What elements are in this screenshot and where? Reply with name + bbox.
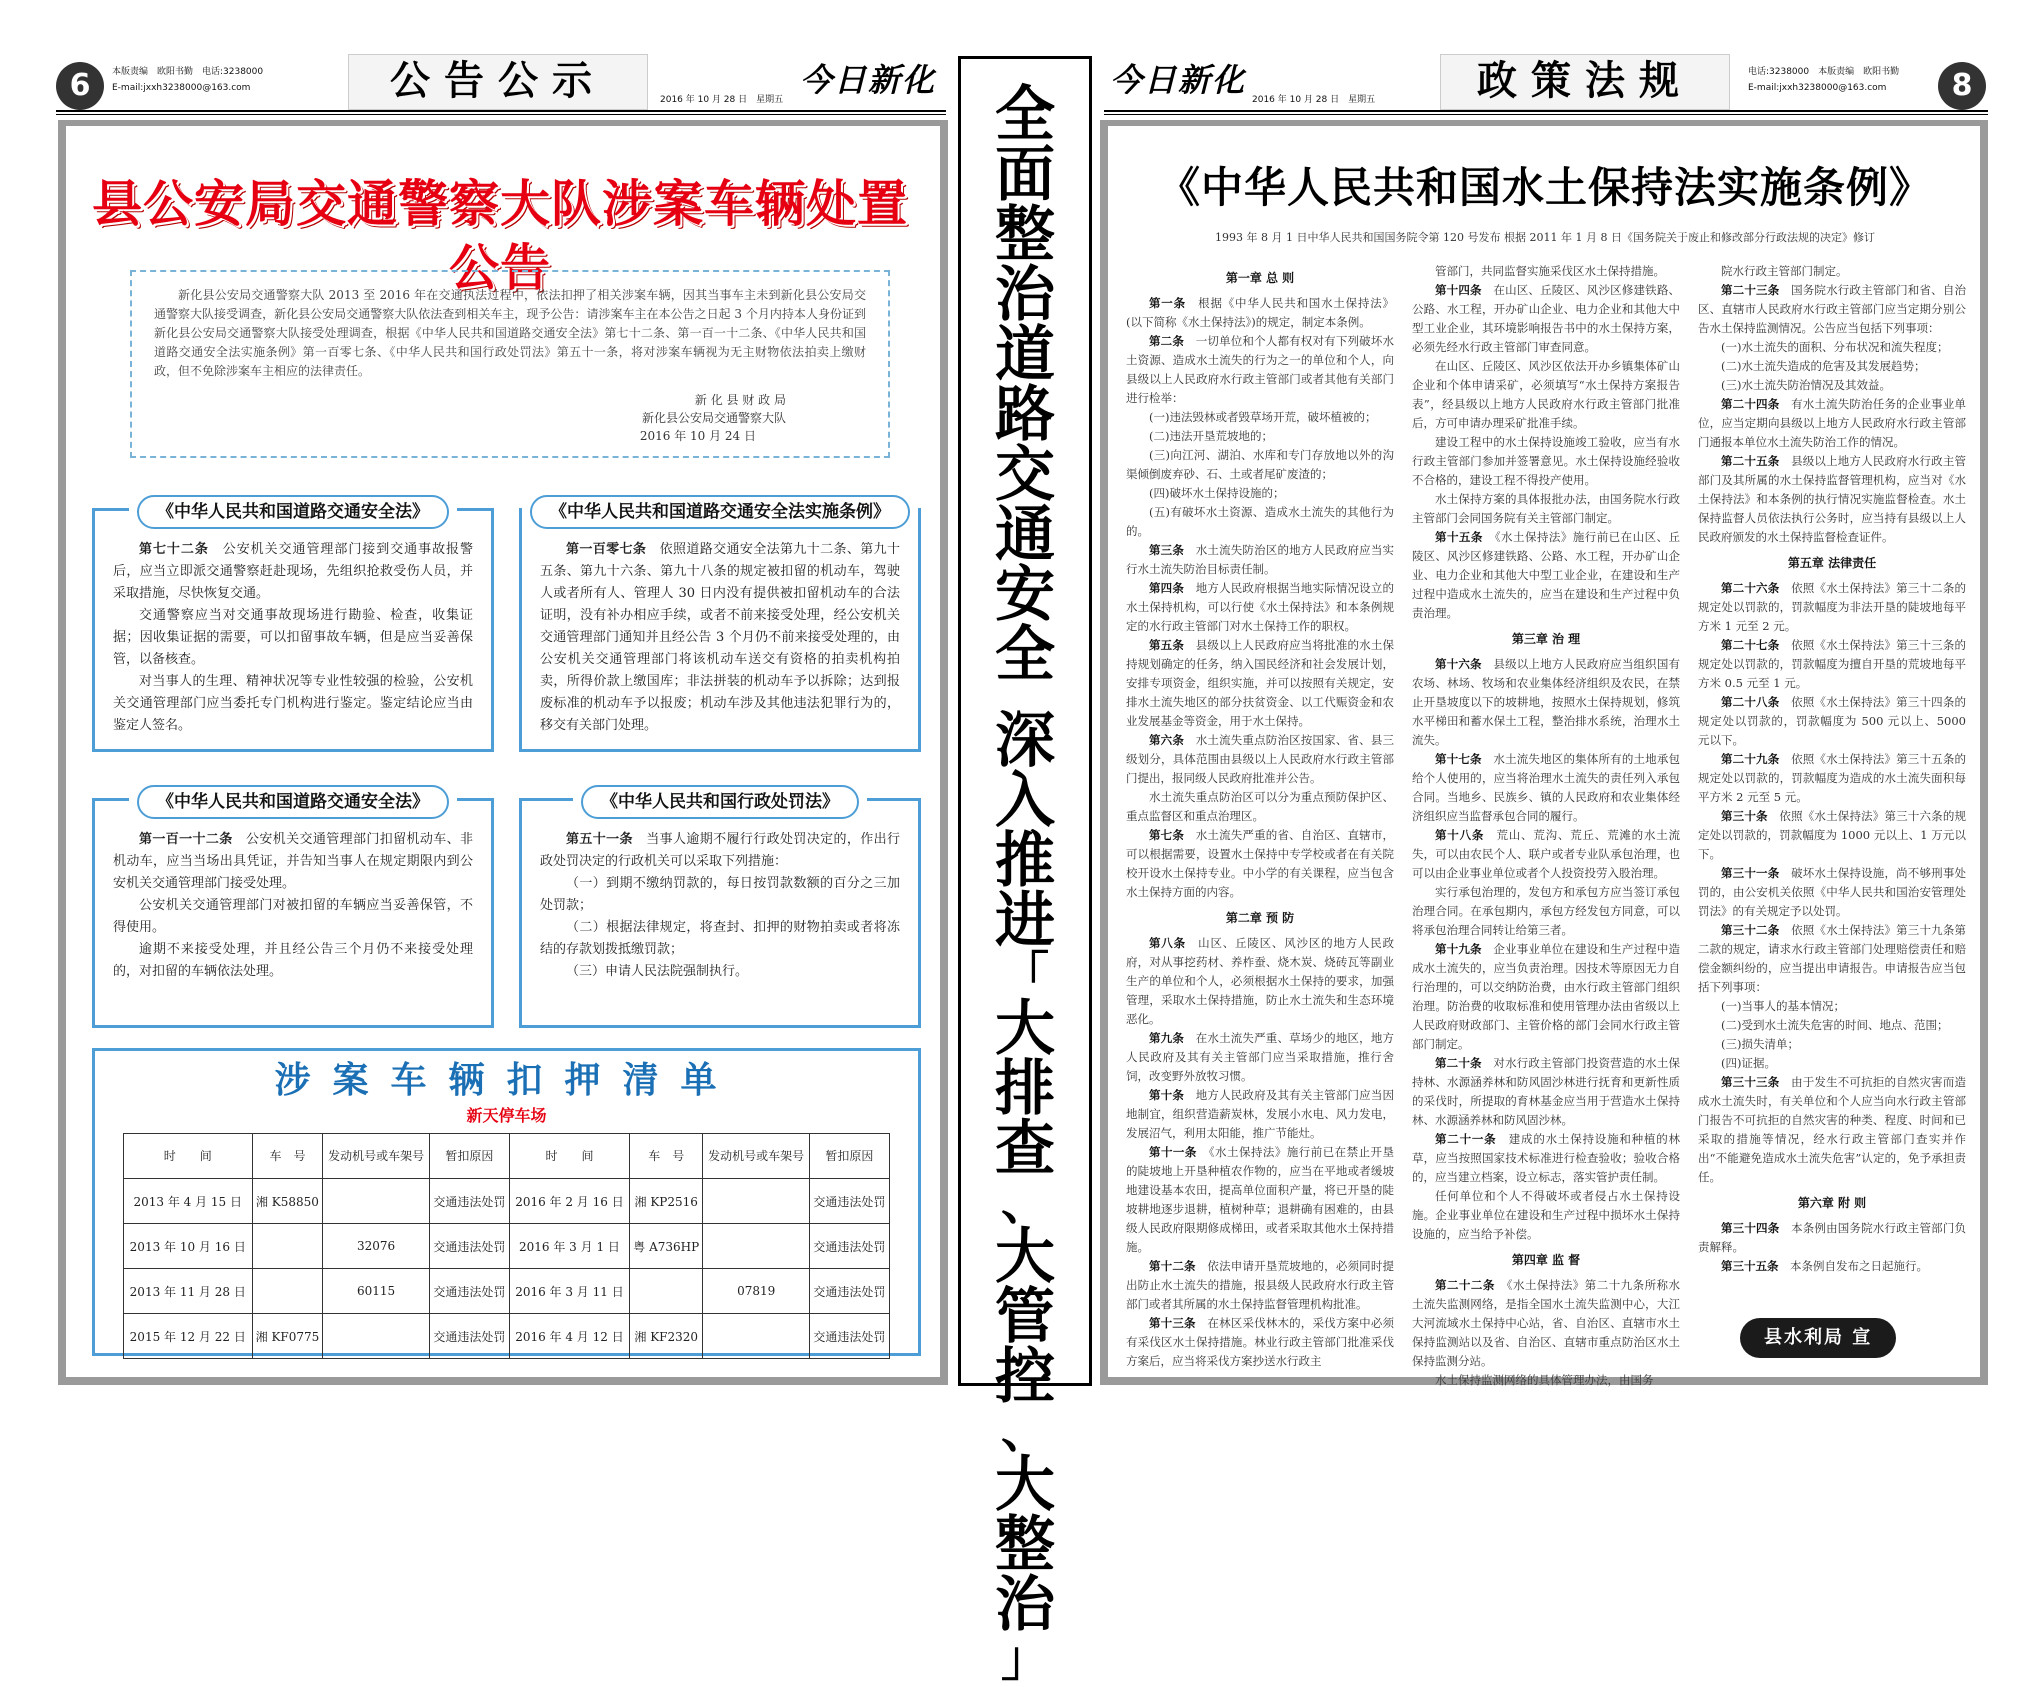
article-text: 水土流失重点防治区可以分为重点预防保护区、重点监督区和重点治理区。	[1126, 790, 1394, 823]
table-cell: 交通违法处罚	[429, 1269, 509, 1314]
seizure-list	[92, 1048, 921, 1356]
article-number: 第三十条	[1721, 809, 1768, 823]
article-text: 山区、丘陵区、风沙区的地方人民政府，对从事挖药材、养柞蚕、烧木炭、烧砖瓦等副业生产的单位和个人，必须根据水土保持的要求，加强管理，采取水土保持措施，防止水土流失和生态环境恶化。	[1126, 936, 1395, 1026]
article-number: 第十八条	[1435, 828, 1485, 842]
regulation-paragraph	[1412, 1187, 1680, 1244]
department-label: 县水利局 宣	[1740, 1318, 1896, 1358]
seizure-table	[123, 1133, 890, 1359]
table-cell: 60115	[323, 1269, 429, 1314]
article-text: 水土流失地区的集体所有的土地承包给个人使用的，应当将治理水土流失的责任列入承包合同。当地乡、民族乡、镇的人民政府和农业集体经济组织应当监督承包合同的履行。	[1412, 752, 1681, 823]
article-number: 第十二条	[1149, 1259, 1196, 1273]
article-number: 第三十五条	[1721, 1259, 1779, 1273]
article-text: 在水土流失严重、草场少的地区，地方人民政府及其有关主管部门应当采取措施，推行舍饲，改变野外放牧习惯。	[1126, 1031, 1395, 1083]
article-text: 县级以上地方人民政府应当组织国有农场、林场、牧场和农业集体经济组织及农民，在禁止开垦坡度以下的坡耕地，按照水土保持规划，修筑水平梯田和蓄水保土工程，整治排水系统，治理水土流失。	[1412, 657, 1681, 747]
article-text: 逾期不来接受处理，并且经公告三个月仍不来接受处理的，对扣留的车辆依法处理。	[113, 942, 473, 979]
regulation-paragraph	[1412, 490, 1680, 528]
article-number: 第三条	[1149, 543, 1185, 557]
regulation-paragraph	[1126, 788, 1394, 826]
article-text: 依照《水土保持法》第三十二条的规定处以罚款的，罚款幅度为非法开垦的陡坡地每平方米 1 元至 2 元。	[1698, 581, 1967, 633]
article-text: 破坏水土保持设施，尚不够刑事处罚的，由公安机关依照《中华人民共和国治安管理处罚法》的有关规定予以处罚。	[1698, 866, 1967, 918]
table-cell: 2016 年 3 月 11 日	[509, 1269, 629, 1314]
article-number: 第二十三条	[1721, 283, 1780, 297]
regulation-paragraph	[1412, 655, 1680, 750]
right-paper-name: 今日新化	[1110, 61, 1247, 99]
article-text: 地方人民政府根据当地实际情况设立的水土保持机构，可以行使《水土保持法》和本条例规定的水行政主管部门对水土保持工作的职权。	[1126, 581, 1395, 633]
regulation-paragraph	[1126, 332, 1394, 408]
regulation-paragraph	[1698, 1054, 1966, 1073]
table-row	[124, 1224, 890, 1269]
regulation-paragraph	[1412, 1054, 1680, 1130]
regulation-paragraph	[1412, 433, 1680, 490]
left-section-title: 公告公示	[348, 54, 648, 110]
article-number: 第二十五条	[1721, 454, 1780, 468]
right-date: 2016 年 10 月 28 日 星期五	[1252, 95, 1376, 105]
regulation-paragraph	[1698, 1016, 1966, 1035]
table-cell: 粤 A736HP	[630, 1224, 703, 1269]
article-text: 当事人逾期不履行行政处罚决定的，作出行政处罚决定的行政机关可以采取下列措施：	[540, 832, 900, 869]
table-cell: 2016 年 2 月 16 日	[509, 1179, 629, 1224]
article-text: (一)违法毁林或者毁草场开荒，破坏植被的；	[1149, 410, 1377, 424]
table-row	[124, 1179, 890, 1224]
signer-traffic-police: 新化县公安局交通警察大队	[641, 411, 786, 425]
article-text: (四)破坏水土保持设施的；	[1149, 486, 1285, 500]
banner-slogan	[961, 59, 1089, 1687]
banner-line: 深 入 推 进 「 大 排 查 、 大 管 控 、 大 整 治 」	[995, 706, 1055, 1687]
table-cell: 交通违法处罚	[809, 1224, 889, 1269]
article-text: 依照《水土保持法》第三十五条的规定处以罚款的，罚款幅度为造成的水土流失面积每平方米 2 元至 5 元。	[1698, 752, 1967, 804]
regulation-title: 《中华人民共和国水土保持法实施条例》	[1157, 163, 1932, 212]
column-header: 时 间	[124, 1134, 253, 1179]
article-text: 本条例由国务院水行政主管部门负责解释。	[1698, 1221, 1967, 1254]
table-cell: 交通违法处罚	[429, 1314, 509, 1359]
article-text: 公安机关交通管理部门扣留机动车、非机动车，应当当场出具凭证，并告知当事人在规定期限内到公安机关交通管理部门接受处理。	[113, 832, 473, 891]
regulation-paragraph	[1126, 1143, 1394, 1257]
article-number: 第二十六条	[1721, 581, 1780, 595]
regulation-paragraph	[1698, 693, 1966, 750]
table-cell	[323, 1179, 429, 1224]
law-box-implementation-107	[519, 502, 921, 752]
regulation-paragraph	[1126, 636, 1394, 731]
regulation-paragraph	[1126, 503, 1394, 541]
regulation-paragraph	[1126, 1086, 1394, 1143]
table-row	[124, 1269, 890, 1314]
regulation-column-3	[1698, 262, 1966, 1312]
center-banner	[958, 56, 1092, 1687]
column-header: 时 间	[509, 1134, 629, 1179]
department-badge	[1740, 1318, 1896, 1358]
article-text: 对当事人的生理、精神状况等专业性较强的检验，公安机关交通管理部门应当委托专门机构进行鉴定。鉴定结论应当由鉴定人签名。	[113, 674, 473, 733]
left-paper-name: 今日新化	[800, 61, 937, 99]
article-number: 第二十四条	[1721, 397, 1780, 411]
article-text: 《水土保持法》施行前已在禁止开垦的陡坡地上开垦种植农作物的，应当在平地或者缓坡地建设基本农田，提高单位面积产量，将已开垦的陡坡耕地逐步退耕，植树种草；退耕确有困难的，由县级人民政府限期修成梯田，或者采取其他水土保持措施。	[1126, 1145, 1395, 1254]
table-cell	[252, 1224, 323, 1269]
article-number: 第八条	[1149, 936, 1186, 950]
article-text: 县级以上人民政府应当将批准的水土保持规划确定的任务，纳入国民经济和社会发展计划，安排专项资金，组织实施，并可以按照有关规定，安排水土流失地区的部分扶贫资金、以工代赈资金和农业发展基金等资金，用于水土保持。	[1126, 638, 1395, 728]
article-text: (二)受到水土流失危害的时间、地点、范围；	[1721, 1018, 1949, 1032]
article-number: 第七条	[1149, 828, 1185, 842]
signer-finance: 新 化 县 财 政 局	[694, 393, 786, 407]
regulation-paragraph	[1412, 262, 1680, 281]
regulation-paragraph	[1412, 940, 1680, 1054]
regulation-paragraph	[1126, 484, 1394, 503]
regulation-paragraph	[1126, 427, 1394, 446]
article-number: 第十九条	[1435, 942, 1482, 956]
chapter-heading: 第五章 法律责任	[1787, 556, 1877, 570]
article-number: 第二条	[1149, 334, 1185, 348]
article-number: 第十五条	[1435, 530, 1483, 544]
table-cell: 2016 年 3 月 1 日	[509, 1224, 629, 1269]
table-cell: 2015 年 12 月 22 日	[124, 1314, 253, 1359]
chapter-heading: 第二章 预 防	[1225, 911, 1295, 925]
regulation-paragraph	[1412, 883, 1680, 940]
article-number: 第四条	[1149, 581, 1185, 595]
regulation-paragraph	[1126, 408, 1394, 427]
article-text: 任何单位和个人不得破坏或者侵占水土保持设施。企业事业单位在建设和生产过程中损坏水土保持设施的，应当给予补偿。	[1412, 1189, 1680, 1241]
regulation-paragraph	[1698, 636, 1966, 693]
table-cell: 交通违法处罚	[429, 1224, 509, 1269]
article-text: 《水土保持法》第二十九条所称水土流失监测网络，是指全国水土流失监测中心，大江大河流域水土保持中心站，省、自治区、直辖市水土保持监测站以及省、自治区、直辖市重点防治区水土保持监测分站。	[1412, 1278, 1681, 1368]
article-text: 在山区、丘陵区、风沙区依法开办乡镇集体矿山企业和个体申请采矿，必须填写“水土保持方案报告表”，经县级以上地方人民政府水行政主管部门批准后，方可申请办理采矿批准手续。	[1412, 359, 1680, 430]
regulation-paragraph	[1698, 395, 1966, 452]
table-cell: 交通违法处罚	[809, 1314, 889, 1359]
article-text: 依照《水土保持法》第三十九条第二款的规定，请求水行政主管部门处理赔偿责任和赔偿金额纠纷的，应当提出申请报告。申请报告应当包括下列事项：	[1698, 923, 1967, 994]
article-text: （一）到期不缴纳罚款的，每日按罚款数额的百分之三加处罚款；	[540, 876, 900, 913]
regulation-paragraph	[1412, 826, 1680, 883]
regulation-paragraph	[1698, 807, 1966, 864]
regulation-paragraph	[1698, 452, 1966, 547]
article-text: 企业事业单位在建设和生产过程中造成水土流失的，应当负责治理。因技术等原因无力自行治理的，可以交纳防治费，由水行政主管部门组织治理。防治费的收取标准和使用管理办法由省级以上人民政府财政部门、主管价格的部门会同水行政主管部门制定。	[1412, 942, 1681, 1051]
column-header: 车 号	[630, 1134, 703, 1179]
article-text: 交通警察应当对交通事故现场进行勘验、检查，收集证据；因收集证据的需要，可以扣留事故车辆，但是应当妥善保管，以备核查。	[113, 608, 473, 667]
article-text: 对水行政主管部门投资营造的水土保持林、水源涵养林和防风固沙林进行抚育和更新性质的采伐时，所提取的育林基金应当用于营造水土保持林、水源涵养林和防风固沙林。	[1412, 1056, 1681, 1127]
article-text: 水土流失严重的省、自治区、直辖市，可以根据需要，设置水土保持中专学校或者在有关院校开设水土保持专业。中小学的有关课程，应当包含水土保持方面的内容。	[1126, 828, 1395, 899]
article-text: 实行承包治理的，发包方和承包方应当签订承包治理合同。在承包期内，承包方经发包方同意，可以将承包治理合同转让给第三者。	[1412, 885, 1680, 937]
article-text: 在林区采伐林木的，采伐方案中必须有采伐区水土保持措施。林业行政主管部门批准采伐方案后，应当将采伐方案抄送水行政主	[1126, 1316, 1395, 1368]
regulation-subtitle: 1993 年 8 月 1 日中华人民共和国国务院令第 120 号发布 根据 2011 年 1 月 8 日《国务院关于废止和修改部分行政法规的决定》修订	[1215, 231, 1875, 244]
article-number: 第十条	[1149, 1088, 1185, 1102]
article-text: 依照《水土保持法》第三十四条的规定处以罚款的，罚款幅度为 500 元以上、5000 元以下。	[1698, 695, 1967, 747]
banner-line: 全 面 整 治 道 路 交 通 安 全	[995, 80, 1055, 690]
regulation-paragraph	[1698, 750, 1966, 807]
table-cell: 湘 KF2320	[630, 1314, 703, 1359]
article-text: 依照《水土保持法》第三十三条的规定处以罚款的，罚款幅度为擅自开垦的荒坡地每平方米 0.5 元至 1 元。	[1698, 638, 1967, 690]
regulation-column-2	[1412, 262, 1681, 1387]
left-info-line2: E-mail:jxxh3238000@163.com	[112, 83, 251, 93]
regulation-paragraph	[1698, 376, 1966, 395]
table-row	[124, 1314, 890, 1359]
table-cell: 湘 K58850	[252, 1179, 323, 1224]
article-number: 第二十九条	[1721, 752, 1780, 766]
regulation-paragraph	[1126, 579, 1394, 636]
article-text: 依照《水土保持法》第三十六条的规定处以罚款的，罚款幅度为 1000 元以上、1 万元以下。	[1698, 809, 1967, 861]
regulation-paragraph	[1412, 1130, 1680, 1187]
regulation-paragraph	[1126, 446, 1394, 484]
article-number: 第一百零七条	[566, 542, 647, 557]
right-info-line2: E-mail:jxxh3238000@163.com	[1748, 83, 1887, 93]
regulation-paragraph	[1126, 294, 1394, 332]
article-text: 建设工程中的水土保持设施竣工验收，应当有水行政主管部门参加并签署意见。水土保持设施经验收不合格的，建设工程不得投产使用。	[1412, 435, 1680, 487]
column-header: 暂扣原因	[429, 1134, 509, 1179]
chapter-heading: 第三章 治 理	[1511, 632, 1581, 646]
article-number: 第十七条	[1435, 752, 1482, 766]
article-text: 院水行政主管部门制定。	[1721, 264, 1848, 278]
article-number: 第七十二条	[139, 542, 209, 557]
table-cell	[703, 1179, 809, 1224]
regulation-paragraph	[1412, 1276, 1680, 1371]
article-text: (五)有破坏水土资源、造成水土流失的其他行为的。	[1126, 505, 1394, 538]
sign-date: 2016 年 10 月 24 日	[639, 429, 756, 443]
regulation-paragraph	[1698, 579, 1966, 636]
table-cell: 2013 年 4 月 15 日	[124, 1179, 253, 1224]
regulation-paragraph	[1412, 528, 1680, 623]
seizure-list-title: 涉案车辆扣押清单	[274, 1060, 739, 1101]
column-header: 车 号	[252, 1134, 323, 1179]
article-text: (一)当事人的基本情况；	[1721, 999, 1845, 1013]
table-cell: 交通违法处罚	[809, 1269, 889, 1314]
article-text: 国务院水行政主管部门和省、自治区、直辖市人民政府水行政主管部门应当定期分别公告水土保持监测情况。公告应当包括下列事项：	[1698, 283, 1967, 335]
regulation-paragraph	[1698, 1257, 1966, 1276]
column-header: 发动机号或车架号	[323, 1134, 429, 1179]
table-cell: 交通违法处罚	[809, 1179, 889, 1224]
article-text: (二)水土流失造成的危害及其发展趋势；	[1721, 359, 1926, 373]
table-cell: 2016 年 4 月 12 日	[509, 1314, 629, 1359]
article-text: （二）根据法律规定，将查封、扣押的财物拍卖或者将冻结的存款划拨抵缴罚款；	[540, 920, 900, 957]
article-text: 一切单位和个人都有权对有下列破坏水土资源、造成水土流失的行为之一的单位和个人，向县级以上人民政府水行政主管部门或者其他有关部门进行检举：	[1126, 334, 1395, 405]
regulation-paragraph	[1698, 262, 1966, 281]
article-text: 管部门，共同监督实施采伐区水土保持措施。	[1435, 264, 1665, 278]
article-text: 地方人民政府及其有关主管部门应当因地制宜，组织营造薪炭林，发展小水电、风力发电，发展沼气，利用太阳能，推广节能灶。	[1126, 1088, 1395, 1140]
article-number: 第六条	[1149, 733, 1185, 747]
article-text: (二)违法开垦荒坡地的；	[1149, 429, 1273, 443]
table-cell: 湘 KF0775	[252, 1314, 323, 1359]
table-cell	[703, 1224, 809, 1269]
right-info-line1: 电话:3238000 本版责编 欧阳书勤	[1748, 67, 1900, 77]
article-number: 第一百一十二条	[139, 832, 233, 847]
regulation-paragraph	[1412, 281, 1680, 357]
article-text: 水土保持监测网络的具体管理办法，由国务	[1435, 1373, 1654, 1387]
article-text: 荒山、荒沟、荒丘、荒滩的水土流失，可以由农民个人、联户或者专业队承包治理，也可以由企业事业单位或者个人投资投劳入股治理。	[1412, 828, 1681, 880]
law-box-title: 《中华人民共和国道路交通安全法实施条例》	[530, 495, 910, 529]
regulation-paragraph	[1698, 864, 1966, 921]
article-text: 水土保持方案的具体报批办法，由国务院水行政主管部门会同国务院有关主管部门制定。	[1412, 492, 1680, 525]
parking-lot-name: 新天停车场	[466, 1106, 547, 1125]
article-number: 第二十二条	[1435, 1278, 1495, 1292]
regulation-paragraph	[1698, 281, 1966, 338]
article-text: 本条例自发布之日起施行。	[1790, 1259, 1928, 1273]
table-cell: 湘 KP2516	[630, 1179, 703, 1224]
table-cell	[252, 1269, 323, 1314]
article-text: 水土流失重点防治区按国家、省、县三级划分，具体范围由县级以上人民政府水行政主管部门提出，报同级人民政府批准并公告。	[1126, 733, 1395, 785]
table-cell: 32076	[323, 1224, 429, 1269]
article-text: (四)证据。	[1721, 1056, 1776, 1070]
article-text: (三)水土流失防治情况及其效益。	[1721, 378, 1891, 392]
article-number: 第九条	[1149, 1031, 1185, 1045]
announcement-body: 新化县公安局交通警察大队 2013 至 2016 年在交通执法过程中，依法扣押了相关涉案车辆，因其当事车主未到新化县公安局交通警察大队接受调查，新化县公安局交通警察大队依法查到相关车主，现予公告：请涉案车主在本公告之日起 3 个月内持本人身份证到新化县公安局交通警察大队接受处理调查，根据《中华人民共和国道路交通安全法》第七十二条、第一百一十二条、《中华人民共和国道路交通安全法实施条例》第一百零七条、《中华人民共和国行政处罚法》第五十一条，将对涉案车辆视为无主财物依法拍卖上缴财政，但不免除涉案车主相应的法律责任。	[154, 288, 866, 378]
article-number: 第二十条	[1435, 1056, 1482, 1070]
regulation-paragraph	[1698, 338, 1966, 357]
regulation-paragraph	[1698, 921, 1966, 997]
table-header-row	[124, 1134, 890, 1179]
article-text: 有水土流失防治任务的企业事业单位，应当定期向县级以上地方人民政府水行政主管部门通报本单位水土流失防治工作的情况。	[1698, 397, 1967, 449]
column-header: 暂扣原因	[809, 1134, 889, 1179]
table-cell: 交通违法处罚	[429, 1179, 509, 1224]
page-number-left: 6	[56, 62, 104, 110]
article-number: 第十六条	[1435, 657, 1482, 671]
article-number: 第三十二条	[1721, 923, 1780, 937]
table-cell	[323, 1314, 429, 1359]
article-text: 县级以上地方人民政府水行政主管部门及其所属的水土保持监督管理机构，应当对《水土保持法》和本条例的执行情况实施监督检查。水土保持监督人员依法执行公务时，应当持有县级以上人民政府颁发的水土保持监督检查证件。	[1698, 454, 1967, 544]
article-number: 第三十四条	[1721, 1221, 1780, 1235]
announcement-notice	[130, 270, 890, 458]
article-number: 第十四条	[1435, 283, 1482, 297]
article-number: 第一条	[1149, 296, 1186, 310]
regulation-paragraph	[1698, 1035, 1966, 1054]
column-header: 发动机号或车架号	[703, 1134, 809, 1179]
article-text: (三)向江河、湖泊、水库和专门存放地以外的沟渠倾倒废弃砂、石、土或者尾矿废渣的；	[1126, 448, 1394, 481]
article-text: 由于发生不可抗拒的自然灾害而造成水土流失时，有关单位和个人应当向水行政主管部门报告不可抗拒的自然灾害的种类、程度、时间和已采取的措施等情况，经水行政主管部门查实并作出“不能避免造成水土流失危害”认定的，免予承担责任。	[1698, 1075, 1967, 1184]
regulation-paragraph	[1698, 1219, 1966, 1257]
law-box-title: 《中华人民共和国道路交通安全法》	[137, 785, 449, 819]
article-text: (一)水土流失的面积、分布状况和流失程度；	[1721, 340, 1949, 354]
regulation-paragraph	[1412, 750, 1680, 826]
regulation-paragraph	[1126, 826, 1394, 902]
article-number: 第十三条	[1149, 1316, 1196, 1330]
law-box-admin-penalty-51	[519, 792, 921, 1028]
law-box-road-safety-72	[92, 502, 494, 752]
left-date: 2016 年 10 月 28 日 星期五	[660, 95, 784, 105]
chapter-heading: 第一章 总 则	[1225, 271, 1295, 285]
regulation-paragraph	[1126, 541, 1394, 579]
table-cell: 2013 年 10 月 16 日	[124, 1224, 253, 1269]
regulation-paragraph	[1126, 1029, 1394, 1086]
article-text: 《水土保持法》施行前已在山区、丘陵区、风沙区修建铁路、公路、水工程，开办矿山企业、电力企业和其他大中型工业企业，在建设和生产过程中造成水土流失的，应当在建设和生产过程中负责治理。	[1412, 530, 1681, 620]
article-number: 第二十八条	[1721, 695, 1780, 709]
article-text: (三)损失清单；	[1721, 1037, 1799, 1051]
article-text: 公安机关交通管理部门对被扣留的车辆应当妥善保管，不得使用。	[113, 898, 473, 935]
article-text: 水土流失防治区的地方人民政府应当实行水土流失防治目标责任制。	[1126, 543, 1395, 576]
page-number-right: 8	[1938, 62, 1986, 110]
article-number: 第十一条	[1149, 1145, 1197, 1159]
article-text: （三）申请人民法院强制执行。	[566, 964, 749, 979]
table-cell	[630, 1269, 703, 1314]
regulation-paragraph	[1698, 357, 1966, 376]
regulation-paragraph	[1126, 1314, 1394, 1371]
article-text: 依照道路交通安全法第九十二条、第九十五条、第九十六条、第九十八条的规定被扣留的机动车，驾驶人或者所有人、管理人 30 日内没有提供被扣留机动车的合法证明，没有补办相应手续，或者不前来接受处理，经公安机关交通管理部门通知并且经公告 3 个月仍不前来接受处理的，由公安机关交通管理部门将该机动车送交有资格的拍卖机构拍卖，所得价款上缴国库；非法拼装的机动车予以拆除；达到报废标准的机动车予以报废；机动车涉及其他违法犯罪行为的，移交有关部门处理。	[540, 542, 900, 733]
article-number: 第五十一条	[566, 832, 633, 847]
article-number: 第二十七条	[1721, 638, 1780, 652]
chapter-heading: 第六章 附 则	[1797, 1196, 1867, 1210]
article-number: 第五条	[1149, 638, 1185, 652]
table-cell	[703, 1314, 809, 1359]
regulation-column-1	[1126, 262, 1394, 1380]
regulation-paragraph	[1126, 731, 1394, 788]
article-text: 建成的水土保持设施和种植的林草，应当按照国家技术标准进行检查验收；验收合格的，应当建立档案，设立标志，落实管护责任制。	[1412, 1132, 1681, 1184]
announcement-title: 县公安局交通警察大队涉案车辆处置公告	[92, 175, 908, 297]
article-text: 依法申请开垦荒坡地的，必须同时提出防止水土流失的措施，报县级人民政府水行政主管部门或者其所属的水土保持监督管理机构批准。	[1126, 1259, 1395, 1311]
regulation-paragraph	[1698, 997, 1966, 1016]
regulation-paragraph	[1412, 1371, 1680, 1390]
left-info-line1: 本版责编 欧阳书勤 电话:3238000	[112, 67, 264, 77]
article-number: 第三十三条	[1721, 1075, 1780, 1089]
law-box-title: 《中华人民共和国道路交通安全法》	[137, 495, 449, 529]
article-text: 公安机关交通管理部门接到交通事故报警后，应当立即派交通警察赶赴现场，先组织抢救受伤人员，并采取措施，尽快恢复交通。	[113, 542, 473, 601]
article-number: 第三十一条	[1721, 866, 1780, 880]
regulation-paragraph	[1698, 1073, 1966, 1187]
chapter-heading: 第四章 监 督	[1511, 1253, 1581, 1267]
article-number: 第二十一条	[1435, 1132, 1497, 1146]
law-box-title: 《中华人民共和国行政处罚法》	[581, 785, 859, 819]
table-cell: 2013 年 11 月 28 日	[124, 1269, 253, 1314]
regulation-paragraph	[1412, 357, 1680, 433]
regulation-paragraph	[1126, 934, 1394, 1029]
table-cell: 07819	[703, 1269, 809, 1314]
article-text: 在山区、丘陵区、风沙区修建铁路、公路、水工程，开办矿山企业、电力企业和其他大中型工业企业，其环境影响报告书中的水土保持方案，必须先经水行政主管部门审查同意。	[1412, 283, 1681, 354]
right-section-title: 政策法规	[1440, 54, 1730, 110]
regulation-paragraph	[1126, 1257, 1394, 1314]
article-text: 根据《中华人民共和国水土保持法》(以下简称《水土保持法》)的规定，制定本条例。	[1126, 296, 1395, 329]
law-box-road-safety-112	[92, 792, 494, 1028]
